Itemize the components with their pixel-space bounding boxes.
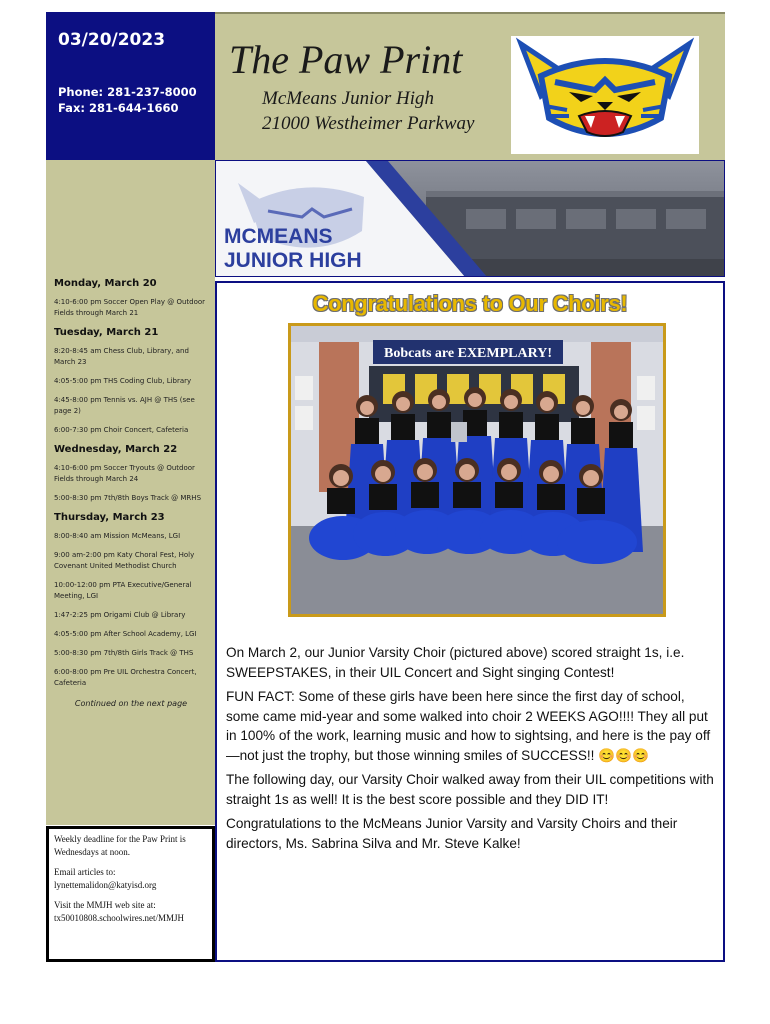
date-box: [46, 12, 215, 160]
event-item: 6:00-8:00 pm Pre UIL Orchestra Concert, Cafeteria: [54, 668, 197, 687]
event-item: 8:00-8:40 am Mission McMeans, LGI: [54, 532, 181, 540]
calendar-day: [54, 512, 208, 689]
article-paragraph: The following day, our Varsity Choir walked away from their UIL competitions with straight 1s as well! It is the best score possible and they DID IT!: [226, 772, 714, 807]
photo-sign-text: Bobcats are EXEMPLARY!: [383, 346, 553, 361]
day-heading: Monday, March 20: [54, 278, 157, 289]
article-paragraph: Congratulations to the McMeans Junior Varsity and Varsity Choirs and their directors, Ms. Sabrina Silva and Mr. Steve Kalke!: [226, 816, 678, 851]
choir-photo-illustration: [291, 326, 663, 614]
event-item: 4:10-6:00 pm Soccer Tryouts @ Outdoor Fields through March 24: [54, 464, 195, 483]
banner-line2: JUNIOR HIGH: [224, 249, 362, 272]
masthead: [215, 12, 725, 160]
email-text: Email articles to: lynettemalidon@katyisd.org: [54, 867, 157, 890]
fax-number: Fax: 281-644-1660: [58, 101, 179, 115]
event-item: 1:47-2:25 pm Origami Club @ Library: [54, 611, 186, 619]
continued-note: Continued on the next page: [74, 699, 188, 708]
event-item: 4:10-6:00 pm Soccer Open Play @ Outdoor Fields through March 21: [54, 298, 206, 317]
article-headline: Congratulations to Our Choirs!: [312, 291, 628, 316]
bobcat-logo-icon: [511, 36, 699, 154]
calendar-day: [54, 278, 208, 319]
banner-line1: MCMEANS: [224, 225, 333, 248]
event-item: 5:00-8:30 pm 7th/8th Boys Track @ MRHS: [54, 494, 202, 502]
phone-number: Phone: 281-237-8000: [58, 85, 197, 99]
event-item: 8:20-8:45 am Chess Club, Library, and March 23: [54, 347, 189, 366]
submission-notice: [46, 826, 215, 962]
newsletter-title: The Paw Print: [229, 37, 463, 82]
article-body: [226, 643, 718, 858]
article-paragraph: FUN FACT: Some of these girls have been here since the first day of school, some came mid-year and some walked into choir 2 WEEKS AGO!!!! They all put in 100% of the work, learning music and how to sightsing, and here is the pay off—not just the trophy, but those winning smiles of SUCCESS!! 😊😊😊: [226, 689, 711, 763]
event-item: 4:05-5:00 pm After School Academy, LGI: [54, 630, 197, 638]
event-item: 10:00-12:00 pm PTA Executive/General Meeting, LGI: [54, 581, 192, 600]
bobcat-logo: [511, 36, 699, 154]
calendar-sidebar: [46, 160, 215, 825]
event-item: 9:00 am-2:00 pm Katy Choral Fest, Holy Covenant United Methodist Church: [54, 551, 195, 570]
calendar-day: [54, 327, 208, 436]
school-address-block: [262, 86, 475, 136]
issue-date: 03/20/2023: [58, 30, 166, 50]
website-text: Visit the MMJH web site at: tx50010808.schoolwires.net/MMJH: [54, 900, 184, 923]
day-heading: Wednesday, March 22: [54, 444, 178, 455]
article-paragraph: On March 2, our Junior Varsity Choir (pictured above) scored straight 1s, i.e. SWEEPSTAKES, in their UIL Concert and Sight singing Contest!: [226, 645, 685, 680]
school-address: 21000 Westheimer Parkway: [262, 113, 475, 134]
contact-info: [58, 84, 203, 116]
event-item: 6:00-7:30 pm Choir Concert, Cafeteria: [54, 426, 189, 434]
day-heading: Thursday, March 23: [54, 512, 165, 523]
school-banner: [215, 160, 725, 277]
school-name: McMeans Junior High: [262, 88, 435, 109]
choir-photo: [288, 323, 666, 617]
event-item: 5:00-8:30 pm 7th/8th Girls Track @ THS: [54, 649, 194, 657]
event-item: 4:05-5:00 pm THS Coding Club, Library: [54, 377, 192, 385]
calendar-day: [54, 444, 208, 504]
deadline-text: Weekly deadline for the Paw Print is Wednesdays at noon.: [54, 834, 186, 857]
banner-graphic: [216, 161, 725, 277]
day-heading: Tuesday, March 21: [54, 327, 159, 338]
event-item: 4:45-8:00 pm Tennis vs. AJH @ THS (see page 2): [54, 396, 195, 415]
choir-article: [215, 281, 725, 962]
